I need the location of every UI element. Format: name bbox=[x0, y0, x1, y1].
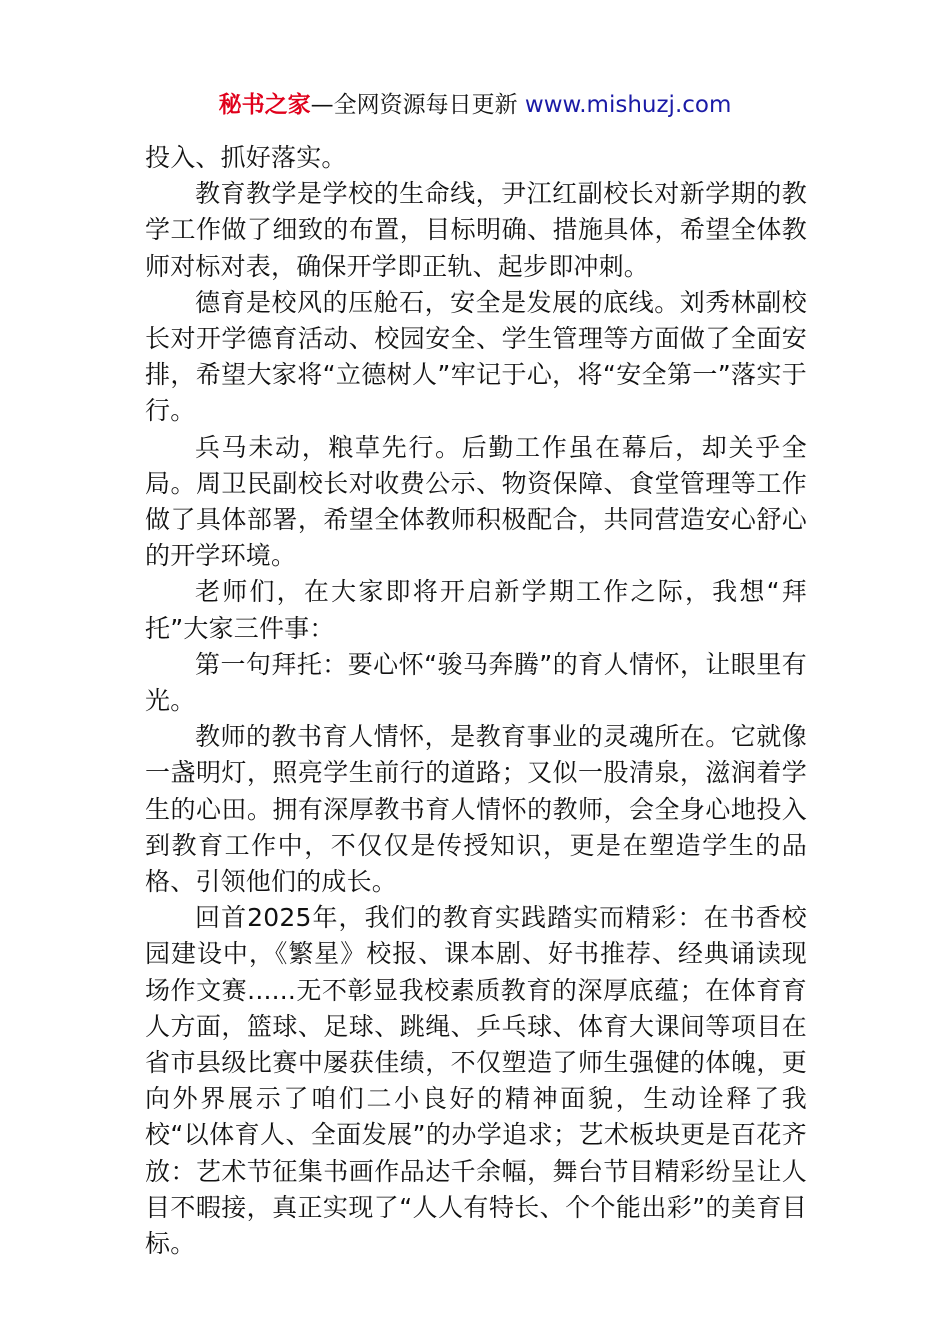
page-header bbox=[0, 88, 950, 122]
brand-name: 秘书之家 bbox=[218, 92, 311, 118]
paragraph-three-requests: 老师们，在大家即将开启新学期工作之际，我想“拜托”大家三件事： bbox=[145, 577, 807, 643]
paragraph-continuation: 投入、抓好落实。 bbox=[145, 143, 347, 172]
document-body bbox=[145, 140, 807, 1262]
header-tagline: —全网资源每日更新 bbox=[310, 92, 525, 118]
paragraph-review-2025: 回首2025年，我们的教育实践踏实而精彩：在书香校园建设中，《繁星》校报、课本剧、好书推荐、经典诵读现场作文赛......无不彰显我校素质教育的深厚底蕴；在体育育人方面，篮球、足球、跳绳、乒乓球、体育大课间等项目在省市县级比赛中屡获佳绩，不仅塑造了师生强健的体魄，更向外界展示了咱们二小良好的精神面貌，生动诠释了我校“以体育人、全面发展”的办学追求；艺术板块更是百花齐放：艺术节征集书画作品达千余幅，舞台节目精彩纷呈让人目不暇接，真正实现了“人人有特长、个个能出彩”的美育目标。 bbox=[145, 903, 807, 1259]
paragraph-teacher-passion: 教师的教书育人情怀，是教育事业的灵魂所在。它就像一盏明灯，照亮学生前行的道路；又似一股清泉，滋润着学生的心田。拥有深厚教书育人情怀的教师，会全身心地投入到教育工作中，不仅仅是传授知识，更是在塑造学生的品格、引领他们的成长。 bbox=[145, 722, 807, 897]
paragraph-logistics: 兵马未动，粮草先行。后勤工作虽在幕后，却关乎全局。周卫民副校长对收费公示、物资保障、食堂管理等工作做了具体部署，希望全体教师积极配合，共同营造安心舒心的开学环境。 bbox=[145, 432, 807, 571]
paragraph-moral-education: 德育是校风的压舱石，安全是发展的底线。刘秀林副校长对开学德育活动、校园安全、学生管理等方面做了全面安排，希望大家将“立德树人”牢记于心，将“安全第一”落实于行。 bbox=[145, 287, 807, 426]
site-url-link[interactable]: www.mishuzj.com bbox=[524, 92, 732, 118]
paragraph-teaching: 教育教学是学校的生命线，尹江红副校长对新学期的教学工作做了细致的布置，目标明确、措施具体，希望全体教师对标对表，确保开学即正轨、起步即冲刺。 bbox=[145, 179, 807, 281]
paragraph-first-request: 第一句拜托：要心怀“骏马奔腾”的育人情怀，让眼里有光。 bbox=[145, 649, 807, 716]
